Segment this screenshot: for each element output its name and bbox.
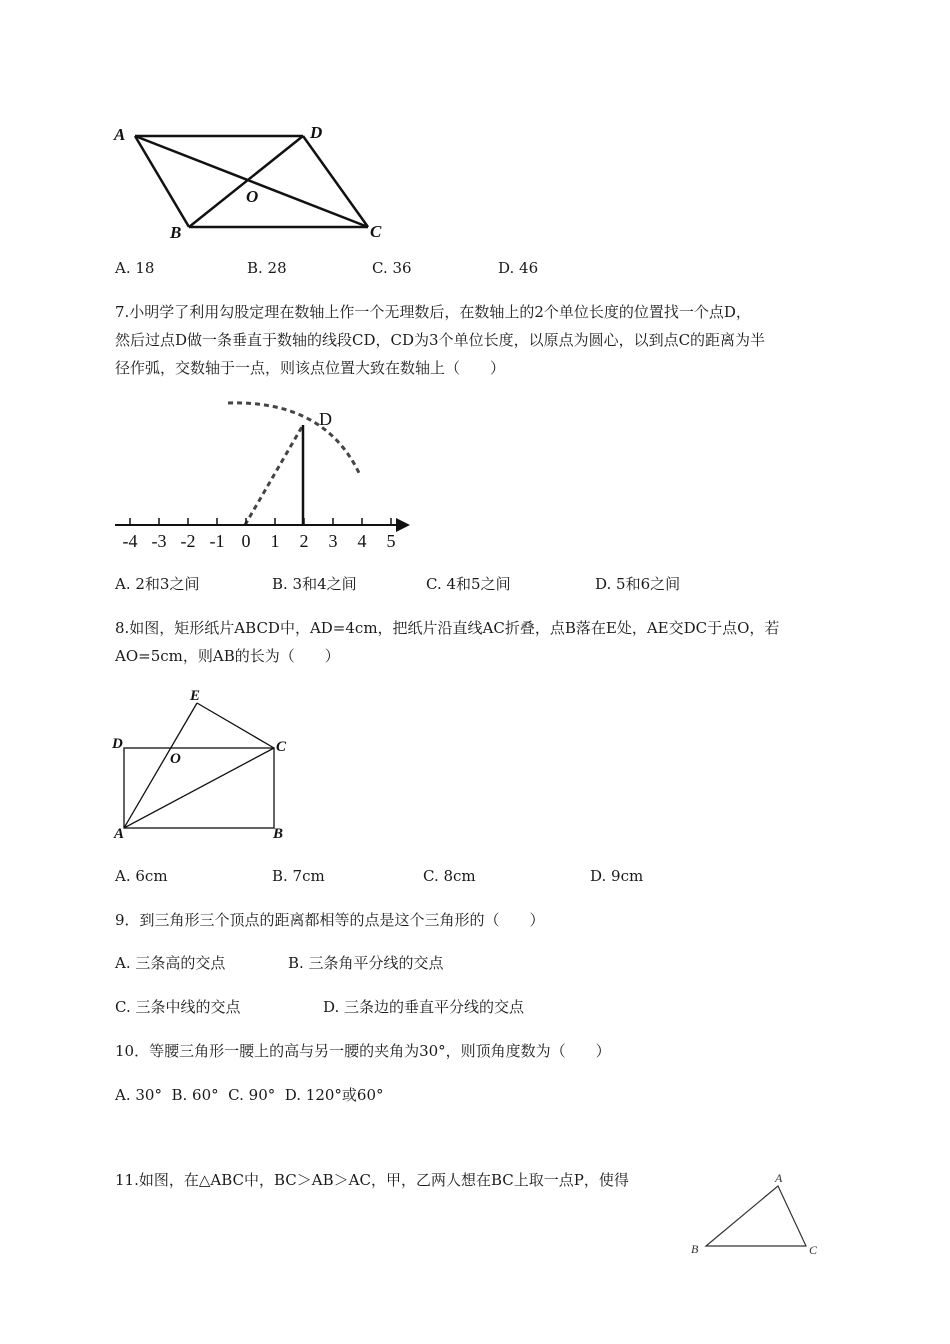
parallelogram-figure bbox=[110, 120, 400, 245]
vertex-label-d: D bbox=[310, 123, 323, 142]
q6-option-b: B. 28 bbox=[247, 259, 287, 277]
q9-option-d: D. 三条边的垂直平分线的交点 bbox=[323, 998, 525, 1016]
q10-options: A. 30° B. 60° C. 90° D. 120°或60° bbox=[115, 1086, 384, 1104]
q8-option-a: A. 6cm bbox=[115, 867, 168, 885]
axis-tick-label: 1 bbox=[270, 531, 280, 551]
q6-option-a: A. 18 bbox=[115, 259, 155, 277]
q9-option-a: A. 三条高的交点 bbox=[115, 954, 226, 972]
axis-tick-label: -2 bbox=[180, 531, 196, 551]
q9-option-b: B. 三条角平分线的交点 bbox=[288, 954, 444, 972]
diagonal-bd bbox=[189, 136, 303, 227]
q7-option-a: A. 2和3之间 bbox=[115, 575, 200, 593]
segment-oc-dashed bbox=[245, 425, 303, 525]
q8-text-line-1: 8.如图，矩形纸片ABCD中，AD=4cm，把纸片沿直线AC折叠，点B落在E处，AE交DC于点O，若 bbox=[115, 619, 780, 637]
q7-text-line-3: 径作弧，交数轴于一点，则该点位置大致在数轴上（ ） bbox=[115, 359, 506, 377]
q7-option-b: B. 3和4之间 bbox=[272, 575, 357, 593]
q9-option-c: C. 三条中线的交点 bbox=[115, 998, 241, 1016]
axis-tick-label: 5 bbox=[386, 531, 396, 551]
center-label-o: O bbox=[246, 187, 259, 206]
side-ba bbox=[135, 136, 189, 227]
axis-arrow bbox=[396, 518, 410, 532]
folded-rectangle-figure bbox=[110, 685, 300, 845]
q7-text-line-1: 7.小明学了利用勾股定理在数轴上作一个无理数后，在数轴上的2个单位长度的位置找一个点D， bbox=[115, 303, 751, 321]
q7-option-d: D. 5和6之间 bbox=[595, 575, 681, 593]
vertex-label-b: B bbox=[691, 1242, 699, 1256]
q9-text: 9．到三角形三个顶点的距离都相等的点是这个三角形的（ ） bbox=[115, 911, 545, 929]
vertex-label-a: A bbox=[114, 125, 126, 144]
q11-text: 11.如图，在△ABC中，BC＞AB＞AC，甲，乙两人想在BC上取一点P，使得 bbox=[115, 1171, 629, 1189]
number-line-figure bbox=[110, 395, 420, 555]
q8-text-line-2: AO=5cm，则AB的长为（ ） bbox=[115, 647, 340, 665]
axis-tick-label: -3 bbox=[151, 531, 167, 551]
axis-tick-label: 2 bbox=[299, 531, 309, 551]
vertex-label-a: A bbox=[775, 1171, 783, 1185]
q7-text-line-2: 然后过点D做一条垂直于数轴的线段CD，CD为3个单位长度，以原点为圆心，以到点C的距离为半 bbox=[115, 331, 766, 349]
vertex-label-b: B bbox=[273, 826, 284, 842]
q8-option-b: B. 7cm bbox=[272, 867, 325, 885]
q8-option-c: C. 8cm bbox=[423, 867, 476, 885]
axis-tick-label: 3 bbox=[328, 531, 338, 551]
q7-option-c: C. 4和5之间 bbox=[426, 575, 511, 593]
vertex-label-d: D bbox=[112, 736, 123, 752]
axis-tick-label: -1 bbox=[209, 531, 225, 551]
triangle-abc-figure bbox=[688, 1170, 828, 1262]
vertex-label-b: B bbox=[170, 223, 182, 242]
vertex-label-c: C bbox=[370, 222, 382, 241]
q10-text: 10．等腰三角形一腰上的高与另一腰的夹角为30°，则顶角度数为（ ） bbox=[115, 1042, 611, 1060]
vertex-label-e: E bbox=[190, 688, 201, 704]
axis-tick-label: 4 bbox=[357, 531, 367, 551]
q6-option-c: C. 36 bbox=[372, 259, 412, 277]
point-label-d: D bbox=[319, 409, 332, 429]
vertex-label-a: A bbox=[114, 826, 125, 842]
point-label-o: O bbox=[170, 751, 181, 767]
vertex-label-c: C bbox=[809, 1243, 818, 1257]
axis-tick-label: 0 bbox=[241, 531, 251, 551]
triangle-abc bbox=[706, 1186, 806, 1246]
q6-option-d: D. 46 bbox=[498, 259, 539, 277]
axis-tick-label: -4 bbox=[122, 531, 138, 551]
diagonal-ac bbox=[135, 136, 368, 227]
segment-ec bbox=[197, 703, 274, 748]
diagonal-ac bbox=[124, 748, 274, 828]
vertex-label-c: C bbox=[276, 739, 287, 755]
q8-option-d: D. 9cm bbox=[590, 867, 644, 885]
